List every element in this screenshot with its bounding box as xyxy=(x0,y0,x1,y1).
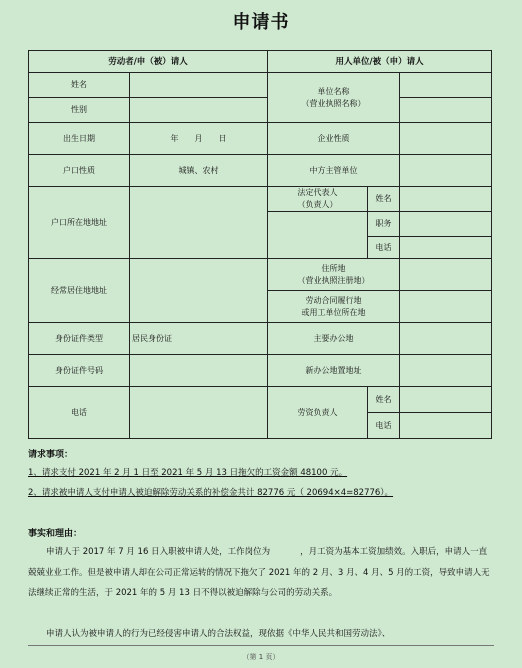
legal-rep-value-field[interactable] xyxy=(268,212,368,259)
wage-phone-field[interactable] xyxy=(400,413,492,439)
contract-place-sub-label-text: 或用工单位所在地 xyxy=(301,307,366,317)
paragraph-underline xyxy=(28,645,494,646)
rep-name-field[interactable] xyxy=(400,187,492,212)
document-title xyxy=(0,8,522,34)
application-form-table xyxy=(28,50,492,439)
post-label: 职务 xyxy=(368,212,400,237)
gender-field[interactable] xyxy=(130,98,268,123)
office-field[interactable] xyxy=(400,323,492,355)
new-office-label: 新办公地置地址 xyxy=(268,355,400,387)
facts-paragraph-2-text: 申请人认为被申请人的行为已经侵害申请人的合法权益，现依据《中华人民共和国劳动法》、 xyxy=(46,629,391,639)
unit-name-field[interactable] xyxy=(400,73,492,98)
id-number-field[interactable] xyxy=(130,355,268,387)
name-label: 姓名 xyxy=(29,73,130,98)
request-item-2-text: 2、请求被申请人支付申请人被迫解除劳动关系的补偿金共计 82776 元（ 20694×4=82776）。 xyxy=(28,488,394,498)
domicile-sub-label-text: （营业执照注册地） xyxy=(297,275,370,285)
wage-name-label: 姓名 xyxy=(368,387,400,413)
employer-header: 用人单位/被（申）请人 xyxy=(268,51,492,73)
applicant-header: 劳动者/申（被）请人 xyxy=(29,51,268,73)
domicile-label-text: 住所地 xyxy=(321,263,346,273)
name-field[interactable] xyxy=(130,73,268,98)
request-item-1 xyxy=(28,467,498,480)
hukou-address-label: 户口所在地地址 xyxy=(29,187,130,259)
facts-heading: 事实和理由： xyxy=(28,529,83,539)
hukou-address-field[interactable] xyxy=(130,187,268,259)
unit-name-label-text: 单位名称 xyxy=(317,86,350,96)
enterprise-type-field[interactable] xyxy=(400,123,492,155)
request-item-1-text: 1、请求支付 2021 年 2 月 1 日至 2021 年 5 月 13 日拖欠的工资金额 48100 元。 xyxy=(28,468,348,478)
phone-label: 电话 xyxy=(368,237,400,259)
residence-field[interactable] xyxy=(130,259,268,323)
request-item-2 xyxy=(28,487,498,500)
wage-person-label: 劳资负责人 xyxy=(268,387,368,439)
birth-label: 出生日期 xyxy=(29,123,130,155)
id-type-field[interactable]: 居民身份证 xyxy=(130,323,268,355)
facts-paragraph-1-a: 申请人于 2017 年 7 月 16 日入职被申请人处，工作岗位为 xyxy=(46,547,271,557)
wage-phone-label: 电话 xyxy=(368,413,400,439)
enterprise-type-label: 企业性质 xyxy=(268,123,400,155)
competent-unit-label: 中方主管单位 xyxy=(268,155,400,187)
competent-unit-field[interactable] xyxy=(400,155,492,187)
facts-paragraph-2 xyxy=(28,624,494,645)
new-office-field[interactable] xyxy=(400,355,492,387)
legal-rep-label-text: 法定代表人 xyxy=(297,188,338,197)
hukou-type-label: 户口性质 xyxy=(29,155,130,187)
unit-name-label xyxy=(268,73,400,123)
facts-paragraph-1 xyxy=(28,542,494,604)
license-name-label-text: （营业执照名称） xyxy=(301,98,366,108)
phone-field[interactable] xyxy=(400,237,492,259)
legal-rep-label xyxy=(268,187,368,212)
office-label: 主要办公地 xyxy=(268,323,400,355)
residence-label: 经常居住地地址 xyxy=(29,259,130,323)
gender-label: 性别 xyxy=(29,98,130,123)
id-type-label: 身份证件类型 xyxy=(29,323,130,355)
legal-rep-sub-label-text: （负责人） xyxy=(297,200,338,209)
unit-name-field-2[interactable] xyxy=(400,98,492,123)
birth-field[interactable]: 年 月 日 xyxy=(130,123,268,155)
rep-name-label: 姓名 xyxy=(368,187,400,212)
contract-place-field[interactable] xyxy=(400,291,492,323)
hukou-type-field[interactable]: 城镇、农村 xyxy=(130,155,268,187)
contract-place-label xyxy=(268,291,400,323)
page-number: （第 1 页） xyxy=(242,653,280,661)
applicant-phone-field[interactable] xyxy=(130,387,268,439)
wage-name-field[interactable] xyxy=(400,387,492,413)
title-text: 申请书 xyxy=(232,12,290,33)
id-number-label: 身份证件号码 xyxy=(29,355,130,387)
phone-field-label: 电话 xyxy=(29,387,130,439)
facts-paragraph-1-b: ，月工资为基本工资加绩效。入职后，申请人一直兢兢业业工作。但是被申请人却在公司正常运转的情况下拖欠了 2021 年的 2 月、3 月、4 月、5 月的工资，导致申请人无法继续正常的生活，于 2021 年的 5 月 13 日不得以被迫解除与公司的劳动关系。 xyxy=(28,547,490,598)
domicile-field[interactable] xyxy=(400,259,492,291)
contract-place-label-text: 劳动合同履行地 xyxy=(305,295,362,305)
post-field[interactable] xyxy=(400,212,492,237)
domicile-label xyxy=(268,259,400,291)
requests-heading: 请求事项： xyxy=(28,450,74,460)
